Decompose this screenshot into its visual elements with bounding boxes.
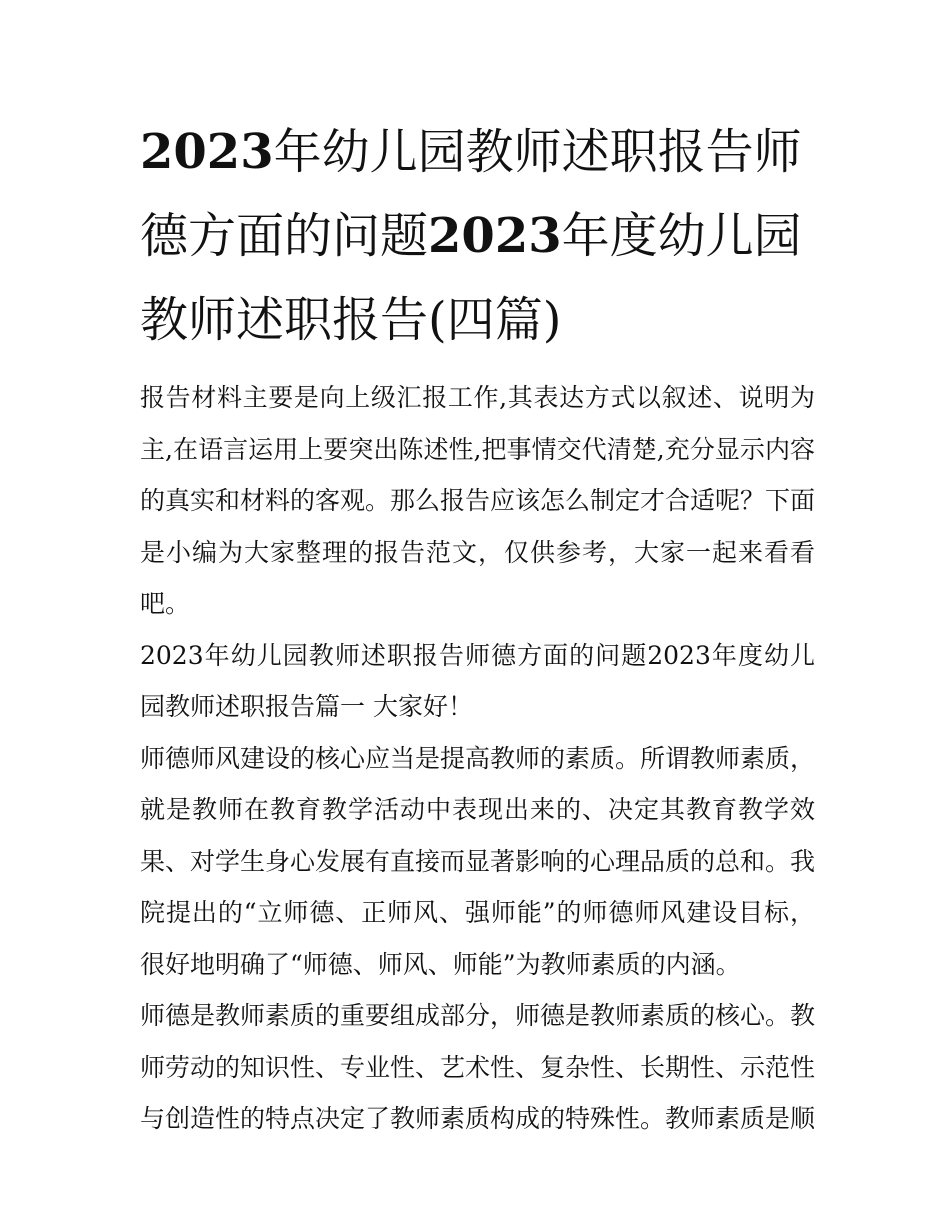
- paragraph-section-heading: 2023年幼儿园教师述职报告师德方面的问题2023年度幼儿园教师述职报告篇一 大家好！: [140, 640, 815, 721]
- title-year-2: 2023: [428, 208, 562, 264]
- title-segment-2: 年度幼儿园教师述职报告(四篇): [140, 208, 802, 348]
- document-title: [140, 110, 815, 362]
- paragraph-body-1: 师德师风建设的核心应当是提高教师的素质。所谓教师素质，就是教师在教育教学活动中表现出来的、决定其教育教学效果、对学生身心发展有直接而显著影响的心理品质的总和。我院提出的“立师德、正师风、强师能”的师德师风建设目标，很好地明确了“师德、师风、师能”为教师素质的内涵。: [140, 743, 816, 979]
- title-segment-1: 年幼儿园教师述职报告师德方面的问题: [140, 124, 802, 264]
- title-year-1: 2023: [140, 124, 274, 180]
- paragraph-intro: 报告材料主要是向上级汇报工作,其表达方式以叙述、说明为主,在语言运用上要突出陈述性,把事情交代清楚,充分显示内容的真实和材料的客观。那么报告应该怎么制定才合适呢？下面是小编为大家整理的报告范文，仅供参考，大家一起来看看吧。: [140, 383, 816, 618]
- document-page: [140, 110, 815, 1145]
- paragraph-body-2: 师德是教师素质的重要组成部分，师德是教师素质的核心。教师劳动的知识性、专业性、艺术性、复杂性、长期性、示范性与创造性的特点决定了教师素质构成的特殊性。教师素质是顺: [140, 1001, 816, 1133]
